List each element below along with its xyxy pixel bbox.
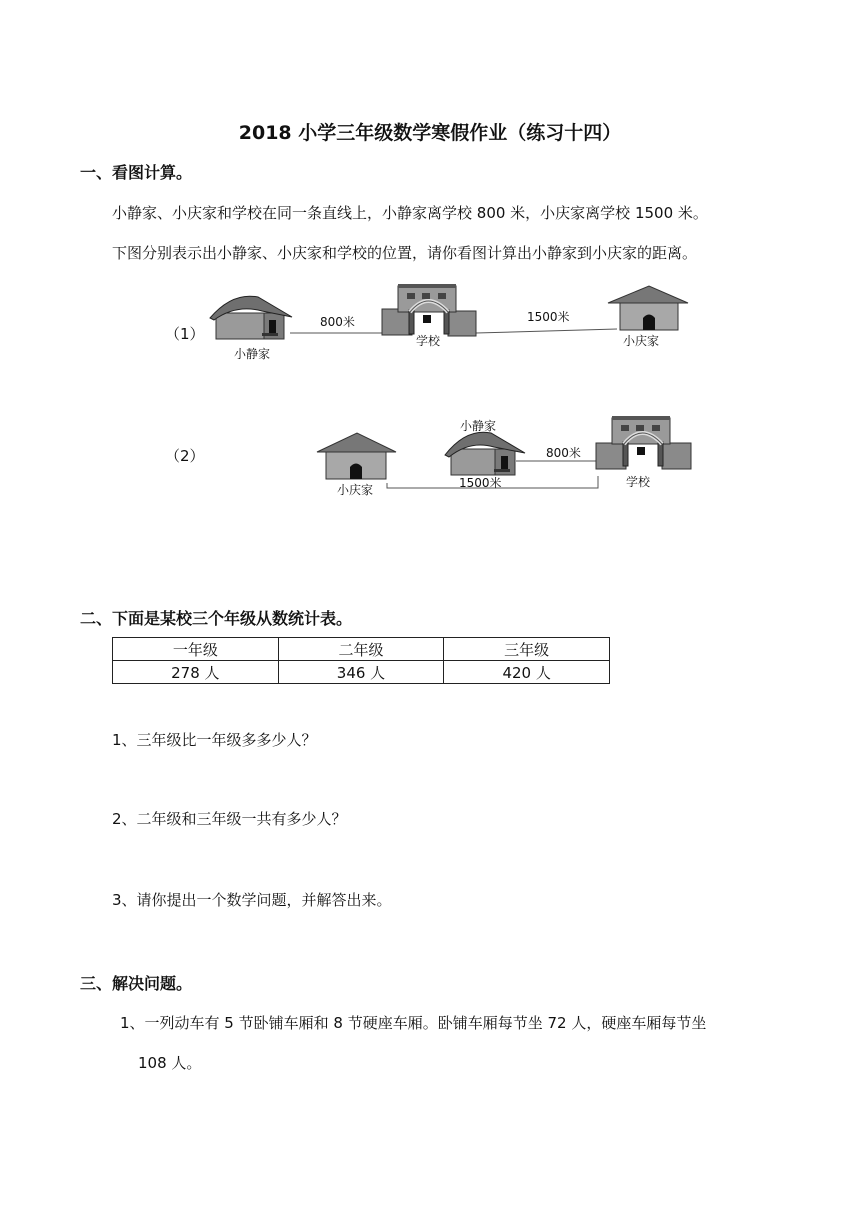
problem1-line2: 108 人。 — [138, 1054, 202, 1072]
figure2-dist-b-label: 1500米 — [459, 476, 502, 490]
table-row — [113, 661, 610, 684]
section1-line2: 下图分别表示出小静家、小庆家和学校的位置，请你看图计算出小静家到小庆家的距离。 — [112, 244, 698, 262]
school-2-icon — [596, 416, 691, 469]
house-xiaojing-icon — [210, 296, 292, 339]
position-diagrams — [0, 0, 860, 520]
figure2-school-label: 学校 — [626, 475, 651, 489]
table-cell: 278 人 — [113, 661, 279, 684]
figure1-label: （1） — [165, 325, 205, 343]
school-icon — [382, 284, 476, 336]
figure1-diagram — [210, 284, 688, 339]
table-cell: 346 人 — [278, 661, 444, 684]
page-title: 2018 小学三年级数学寒假作业（练习十四） — [238, 122, 622, 144]
figure2-label: （2） — [165, 447, 205, 465]
section1-line1: 小静家、小庆家和学校在同一条直线上，小静家离学校 800 米，小庆家离学校 1500 米。 — [112, 204, 708, 222]
section3-heading: 三、解决问题。 — [80, 974, 193, 993]
figure2-home-a-label: 小静家 — [460, 419, 497, 433]
house-xiaoqing-icon — [608, 286, 688, 330]
table-header-row — [113, 638, 610, 661]
figure1-dist-a-label: 800米 — [320, 315, 355, 329]
figure2-home-b-label: 小庆家 — [337, 483, 374, 497]
question-3: 3、请你提出一个数学问题，并解答出来。 — [112, 891, 392, 909]
table-header-cell: 二年级 — [278, 638, 444, 661]
section2-heading: 二、下面是某校三个年级从数统计表。 — [80, 609, 353, 628]
question-2: 2、二年级和三年级一共有多少人？ — [112, 810, 347, 828]
table-cell: 420 人 — [444, 661, 610, 684]
house-xiaoqing-2-icon — [317, 433, 396, 479]
table-header-cell: 三年级 — [444, 638, 610, 661]
figure2-dist-a-label: 800米 — [546, 446, 581, 460]
figure1-home-a-label: 小静家 — [234, 347, 271, 361]
figure1-dist-b-label: 1500米 — [527, 310, 570, 324]
section1-heading: 一、看图计算。 — [80, 163, 193, 182]
figure1-line-1500 — [476, 329, 617, 333]
table-header-cell: 一年级 — [113, 638, 279, 661]
figure1-school-label: 学校 — [416, 334, 441, 348]
grade-count-table — [112, 637, 610, 684]
problem1-line1: 1、一列动车有 5 节卧铺车厢和 8 节硬座车厢。卧铺车厢每节坐 72 人，硬座车厢每节坐 — [120, 1014, 707, 1032]
figure1-home-b-label: 小庆家 — [623, 334, 660, 348]
house-xiaojing-2-icon — [445, 432, 525, 475]
question-1: 1、三年级比一年级多多少人？ — [112, 731, 317, 749]
